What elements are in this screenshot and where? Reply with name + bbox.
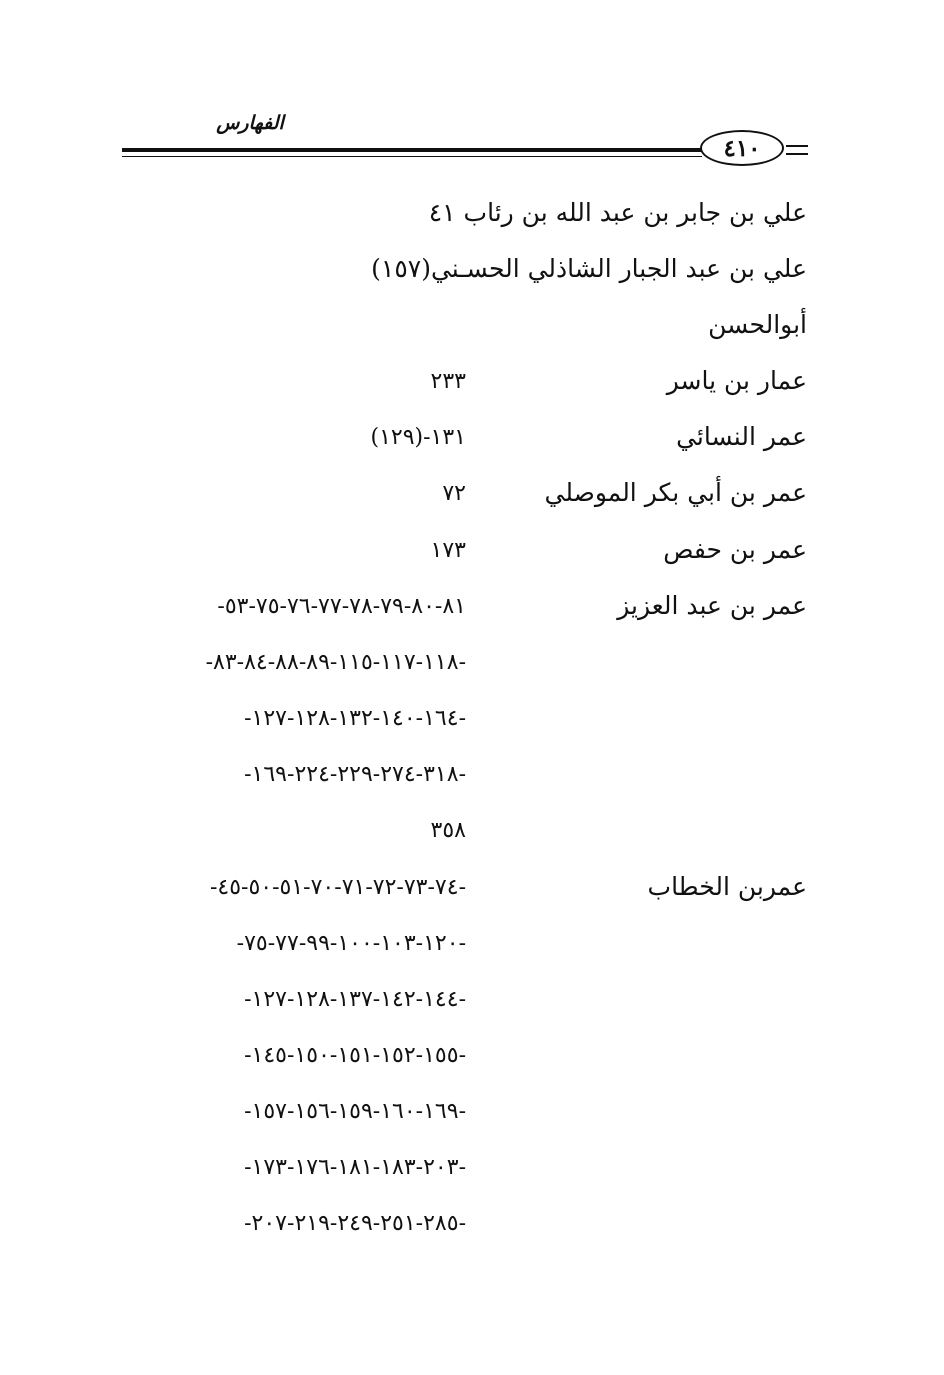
entry-pages: -١١٨-١١٧-١١٥-٨٩-٨٨-٨٤-٨٣-: [205, 650, 466, 675]
entry-pages: ٣٥٨: [430, 818, 466, 843]
entry-pages: -١٦٩-١٦٠-١٥٩-١٥٦-١٥٧-: [244, 1099, 466, 1124]
entry-pages: -٣١٨-٢٧٤-٢٢٩-٢٢٤-١٦٩-: [244, 762, 466, 787]
entry-pages: -١٥٥-١٥٢-١٥١-١٥٠-١٤٥-: [244, 1043, 466, 1068]
header-rule-thick: [122, 148, 702, 152]
index-line: علي بن عبد الجبار الشاذلي الحسـني(١٥٧): [371, 254, 807, 283]
header-rule-right-top: [786, 145, 808, 147]
entry-pages: ٨١-٨٠-٧٩-٧٨-٧٧-٧٦-٧٥-٥٣-: [217, 594, 466, 619]
entry-name: عمر بن عبد العزيز: [617, 591, 807, 620]
entry-name: عمار بن ياسر: [666, 366, 807, 395]
entry-pages: ١٣١-(١٢٩): [370, 425, 466, 450]
entry-pages: -١٦٤-١٤٠-١٣٢-١٢٨-١٢٧-: [244, 706, 466, 731]
entry-pages: -٢٠٣-١٨٣-١٨١-١٧٦-١٧٣-: [244, 1155, 466, 1180]
page-number-text: ٤١٠: [723, 134, 761, 162]
entry-pages: -١٤٤-١٤٢-١٣٧-١٢٨-١٢٧-: [244, 987, 466, 1012]
entry-pages: ٢٣٣: [430, 369, 466, 394]
entry-name: عمر بن أبي بكر الموصلي: [544, 478, 807, 507]
page-number: [700, 130, 784, 166]
entry-pages: -١٢٠-١٠٣-١٠٠-٩٩-٧٧-٧٥-: [236, 931, 466, 956]
index-line: علي بن جابر بن عبد الله بن رئاب ٤١: [428, 198, 807, 227]
running-head: الفهارس: [216, 112, 284, 134]
entry-pages: -٢٨٥-٢٥١-٢٤٩-٢١٩-٢٠٧-: [244, 1211, 466, 1236]
entry-name: عمر النسائي: [676, 422, 807, 451]
entry-name: عمربن الخطاب: [647, 872, 807, 901]
entry-pages: -٧٤-٧٣-٧٢-٧١-٧٠-٥١-٥٠-٤٥-: [209, 875, 466, 900]
index-line: أبوالحسن: [708, 310, 807, 339]
entry-pages: ١٧٣: [430, 538, 466, 563]
entry-pages: ٧٢: [442, 481, 466, 506]
entry-name: عمر بن حفص: [663, 535, 807, 564]
header-rule-right-bottom: [786, 153, 808, 155]
header-rule-thin: [122, 156, 702, 157]
